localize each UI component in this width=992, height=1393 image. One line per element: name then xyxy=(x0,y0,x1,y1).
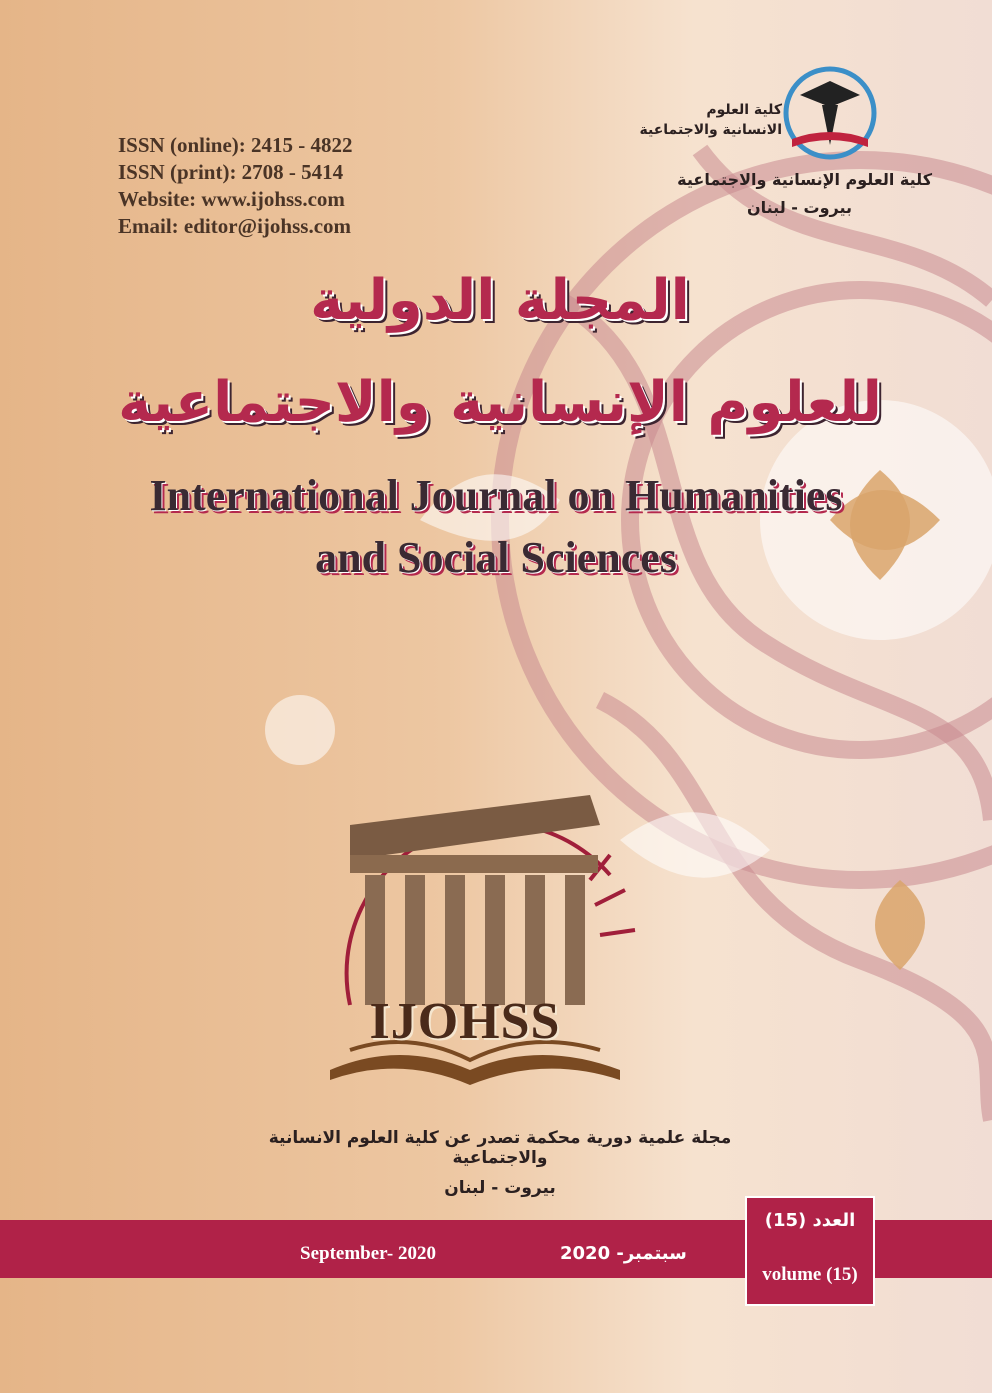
journal-acronym: IJOHSS xyxy=(369,993,561,1050)
arabic-title-line2: للعلوم الإنسانية والاجتماعية xyxy=(118,370,882,435)
journal-location: بيروت - لبنان xyxy=(444,1178,556,1198)
issn-info xyxy=(118,132,353,240)
faculty-logo-line2: الانسانية والاجتماعية xyxy=(639,122,782,138)
arabic-title-line1: المجلة الدولية xyxy=(310,268,690,333)
faculty-logo-line1: كلية العلوم xyxy=(706,102,782,118)
issn-online: ISSN (online): 2415 - 4822 xyxy=(118,133,353,157)
faculty-name: كلية العلوم الإنسانية والاجتماعية xyxy=(677,170,932,189)
issue-number-english: volume (15) xyxy=(762,1264,858,1285)
issue-date-arabic: سبتمبر- 2020 xyxy=(560,1243,687,1264)
email: Email: editor@ijohss.com xyxy=(118,214,352,238)
english-title-line1: International Journal on Humanities xyxy=(149,471,843,520)
issn-print: ISSN (print): 2708 - 5414 xyxy=(118,160,344,184)
faculty-city: بيروت - لبنان xyxy=(746,198,852,217)
faculty-logo-icon xyxy=(770,55,890,165)
issue-date-english: September- 2020 xyxy=(300,1243,436,1264)
issue-number-box xyxy=(745,1196,875,1306)
faculty-logo-text xyxy=(640,100,782,140)
website: Website: www.ijohss.com xyxy=(118,187,345,211)
issue-number-arabic: العدد (15) xyxy=(764,1210,856,1231)
english-title-line2: and Social Sciences xyxy=(315,533,677,582)
journal-description: مجلة علمية دورية محكمة تصدر عن كلية العلوم الانسانية والاجتماعية xyxy=(268,1128,732,1168)
